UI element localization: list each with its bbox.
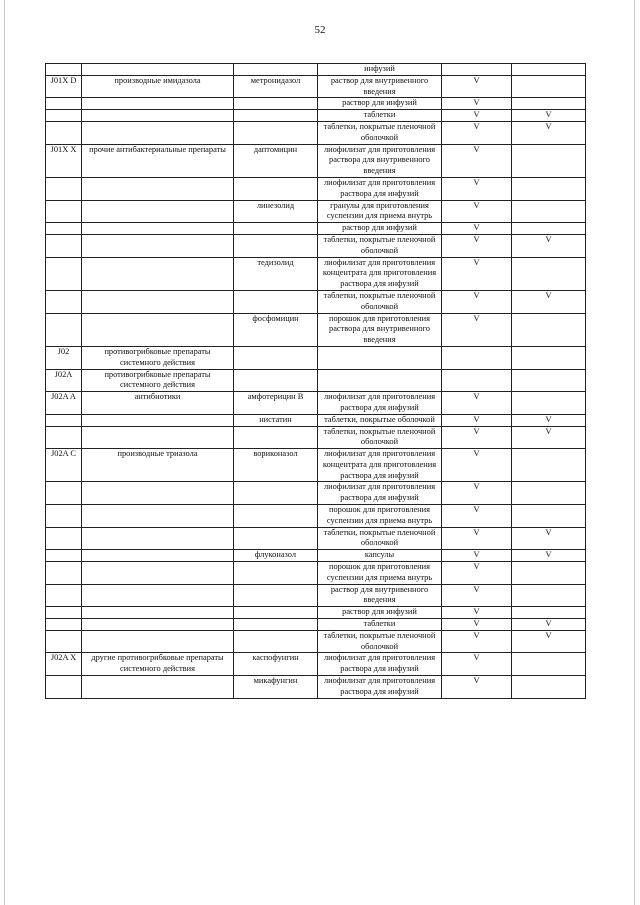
dosage-form-cell: таблетки, покрытые пленочной оболочкой: [318, 234, 442, 257]
mark-column-1-cell: V: [442, 313, 512, 346]
drug-name-cell: [234, 177, 318, 200]
drug-name-cell: метронидазол: [234, 75, 318, 98]
dosage-form-cell: лиофилизат для приготовления раствора для внутривенного введения: [318, 144, 442, 177]
pharmacological-group-cell: [82, 200, 234, 223]
dosage-form-cell: раствор для инфузий: [318, 98, 442, 110]
dosage-form-cell: порошок для приготовления суспензии для приема внутрь: [318, 505, 442, 528]
table-row: [46, 177, 586, 200]
atc-code-cell: [46, 607, 82, 619]
mark-column-1-cell: V: [442, 527, 512, 550]
table-row: [46, 346, 586, 369]
dosage-form-cell: раствор для инфузий: [318, 223, 442, 235]
atc-code-cell: J02A: [46, 369, 82, 392]
atc-code-cell: [46, 482, 82, 505]
dosage-form-cell: капсулы: [318, 550, 442, 562]
drug-name-cell: флуконазол: [234, 550, 318, 562]
table-row: [46, 584, 586, 607]
atc-code-cell: [46, 177, 82, 200]
mark-column-2-cell: [512, 562, 586, 585]
mark-column-2-cell: [512, 64, 586, 76]
pharmacological-group-cell: [82, 121, 234, 144]
drug-name-cell: фосфомицин: [234, 313, 318, 346]
drug-name-cell: [234, 121, 318, 144]
mark-column-1-cell: V: [442, 177, 512, 200]
dosage-form-cell: порошок для приготовления раствора для внутривенного введения: [318, 313, 442, 346]
drug-name-cell: [234, 630, 318, 653]
mark-column-1-cell: [442, 346, 512, 369]
table-row: [46, 369, 586, 392]
mark-column-1-cell: V: [442, 200, 512, 223]
atc-code-cell: [46, 527, 82, 550]
drug-name-cell: [234, 527, 318, 550]
table-row: [46, 144, 586, 177]
mark-column-2-cell: [512, 607, 586, 619]
mark-column-1-cell: V: [442, 257, 512, 290]
dosage-form-cell: таблетки: [318, 110, 442, 122]
mark-column-2-cell: V: [512, 619, 586, 631]
atc-code-cell: J02A A: [46, 392, 82, 415]
pharmacological-group-cell: [82, 619, 234, 631]
table-row: [46, 223, 586, 235]
dosage-form-cell: раствор для внутривенного введения: [318, 584, 442, 607]
atc-code-cell: [46, 414, 82, 426]
table-row: [46, 64, 586, 76]
mark-column-2-cell: V: [512, 414, 586, 426]
drug-list-table: [45, 63, 586, 699]
dosage-form-cell: таблетки, покрытые оболочкой: [318, 414, 442, 426]
mark-column-1-cell: V: [442, 110, 512, 122]
drug-name-cell: амфотерицин В: [234, 392, 318, 415]
scan-edge-right: [634, 0, 635, 905]
drug-name-cell: [234, 426, 318, 449]
table-row: [46, 110, 586, 122]
pharmacological-group-cell: [82, 223, 234, 235]
mark-column-1-cell: V: [442, 392, 512, 415]
atc-code-cell: J01X D: [46, 75, 82, 98]
drug-name-cell: [234, 346, 318, 369]
mark-column-2-cell: [512, 369, 586, 392]
table-row: [46, 630, 586, 653]
dosage-form-cell: гранулы для приготовления суспензии для приема внутрь: [318, 200, 442, 223]
drug-name-cell: [234, 607, 318, 619]
atc-code-cell: [46, 64, 82, 76]
dosage-form-cell: лиофилизат для приготовления концентрата для приготовления раствора для инфузий: [318, 257, 442, 290]
mark-column-2-cell: [512, 392, 586, 415]
table-row: [46, 619, 586, 631]
atc-code-cell: [46, 121, 82, 144]
mark-column-2-cell: [512, 98, 586, 110]
table-row: [46, 550, 586, 562]
mark-column-1-cell: V: [442, 482, 512, 505]
table-row: [46, 414, 586, 426]
atc-code-cell: [46, 200, 82, 223]
table-row: [46, 392, 586, 415]
drug-name-cell: [234, 505, 318, 528]
dosage-form-cell: таблетки, покрытые пленочной оболочкой: [318, 527, 442, 550]
mark-column-1-cell: V: [442, 630, 512, 653]
dosage-form-cell: лиофилизат для приготовления раствора для инфузий: [318, 676, 442, 699]
atc-code-cell: [46, 562, 82, 585]
pharmacological-group-cell: [82, 64, 234, 76]
mark-column-2-cell: [512, 346, 586, 369]
drug-name-cell: [234, 98, 318, 110]
drug-name-cell: микафунгин: [234, 676, 318, 699]
table-row: [46, 75, 586, 98]
atc-code-cell: [46, 505, 82, 528]
dosage-form-cell: таблетки, покрытые пленочной оболочкой: [318, 630, 442, 653]
pharmacological-group-cell: [82, 257, 234, 290]
table-row: [46, 676, 586, 699]
mark-column-2-cell: V: [512, 234, 586, 257]
atc-code-cell: [46, 630, 82, 653]
atc-code-cell: [46, 98, 82, 110]
drug-name-cell: [234, 562, 318, 585]
drug-name-cell: [234, 110, 318, 122]
dosage-form-cell: [318, 369, 442, 392]
drug-name-cell: вориконазол: [234, 449, 318, 482]
dosage-form-cell: раствор для внутривенного введения: [318, 75, 442, 98]
atc-code-cell: [46, 426, 82, 449]
table-row: [46, 98, 586, 110]
mark-column-2-cell: V: [512, 426, 586, 449]
pharmacological-group-cell: [82, 426, 234, 449]
mark-column-1-cell: V: [442, 144, 512, 177]
mark-column-1-cell: V: [442, 676, 512, 699]
atc-code-cell: [46, 584, 82, 607]
atc-code-cell: [46, 619, 82, 631]
mark-column-1-cell: V: [442, 75, 512, 98]
table-row: [46, 200, 586, 223]
mark-column-1-cell: V: [442, 550, 512, 562]
table-row: [46, 607, 586, 619]
atc-code-cell: J01X X: [46, 144, 82, 177]
mark-column-2-cell: [512, 257, 586, 290]
pharmacological-group-cell: [82, 414, 234, 426]
mark-column-2-cell: [512, 482, 586, 505]
drug-name-cell: даптомицин: [234, 144, 318, 177]
mark-column-1-cell: V: [442, 98, 512, 110]
atc-code-cell: [46, 676, 82, 699]
mark-column-1-cell: V: [442, 653, 512, 676]
dosage-form-cell: таблетки: [318, 619, 442, 631]
page-number: 52: [314, 24, 326, 36]
mark-column-2-cell: V: [512, 630, 586, 653]
drug-name-cell: каспофунгин: [234, 653, 318, 676]
drug-name-cell: [234, 223, 318, 235]
pharmacological-group-cell: [82, 550, 234, 562]
mark-column-1-cell: V: [442, 223, 512, 235]
mark-column-1-cell: [442, 369, 512, 392]
atc-code-cell: [46, 550, 82, 562]
atc-code-cell: [46, 313, 82, 346]
mark-column-2-cell: V: [512, 527, 586, 550]
pharmacological-group-cell: производные имидазола: [82, 75, 234, 98]
table-row: [46, 257, 586, 290]
dosage-form-cell: таблетки, покрытые пленочной оболочкой: [318, 121, 442, 144]
pharmacological-group-cell: антибиотики: [82, 392, 234, 415]
pharmacological-group-cell: [82, 527, 234, 550]
atc-code-cell: [46, 110, 82, 122]
dosage-form-cell: лиофилизат для приготовления раствора для инфузий: [318, 482, 442, 505]
mark-column-2-cell: [512, 313, 586, 346]
drug-name-cell: нистатин: [234, 414, 318, 426]
pharmacological-group-cell: [82, 482, 234, 505]
table-row: [46, 313, 586, 346]
table-row: [46, 290, 586, 313]
mark-column-2-cell: [512, 676, 586, 699]
dosage-form-cell: лиофилизат для приготовления раствора для инфузий: [318, 177, 442, 200]
pharmacological-group-cell: [82, 676, 234, 699]
drug-name-cell: тедизолид: [234, 257, 318, 290]
table-row: [46, 505, 586, 528]
pharmacological-group-cell: производные триазола: [82, 449, 234, 482]
pharmacological-group-cell: другие противогрибковые препараты системного действия: [82, 653, 234, 676]
table-row: [46, 482, 586, 505]
dosage-form-cell: лиофилизат для приготовления концентрата для приготовления раствора для инфузий: [318, 449, 442, 482]
table-row: [46, 527, 586, 550]
mark-column-2-cell: [512, 449, 586, 482]
mark-column-2-cell: [512, 200, 586, 223]
drug-name-cell: [234, 64, 318, 76]
drug-name-cell: [234, 369, 318, 392]
drug-name-cell: [234, 290, 318, 313]
mark-column-1-cell: [442, 64, 512, 76]
mark-column-1-cell: V: [442, 607, 512, 619]
table-row: [46, 121, 586, 144]
pharmacological-group-cell: [82, 110, 234, 122]
atc-code-cell: J02A X: [46, 653, 82, 676]
table-row: [46, 426, 586, 449]
pharmacological-group-cell: [82, 290, 234, 313]
table-row: [46, 234, 586, 257]
pharmacological-group-cell: [82, 562, 234, 585]
scan-edge-left: [4, 0, 5, 905]
pharmacological-group-cell: [82, 607, 234, 619]
drug-name-cell: [234, 482, 318, 505]
mark-column-1-cell: V: [442, 290, 512, 313]
atc-code-cell: [46, 257, 82, 290]
mark-column-1-cell: V: [442, 505, 512, 528]
mark-column-1-cell: V: [442, 121, 512, 144]
pharmacological-group-cell: [82, 177, 234, 200]
dosage-form-cell: порошок для приготовления суспензии для приема внутрь: [318, 562, 442, 585]
table-row: [46, 449, 586, 482]
pharmacological-group-cell: [82, 584, 234, 607]
drug-name-cell: [234, 619, 318, 631]
atc-code-cell: J02A C: [46, 449, 82, 482]
atc-code-cell: [46, 290, 82, 313]
mark-column-2-cell: [512, 653, 586, 676]
drug-name-cell: линезолид: [234, 200, 318, 223]
dosage-form-cell: таблетки, покрытые пленочной оболочкой: [318, 426, 442, 449]
table-row: [46, 562, 586, 585]
mark-column-2-cell: V: [512, 290, 586, 313]
mark-column-2-cell: V: [512, 121, 586, 144]
mark-column-1-cell: V: [442, 562, 512, 585]
drug-name-cell: [234, 234, 318, 257]
table-row: [46, 653, 586, 676]
atc-code-cell: [46, 223, 82, 235]
dosage-form-cell: инфузий: [318, 64, 442, 76]
mark-column-1-cell: V: [442, 619, 512, 631]
pharmacological-group-cell: [82, 313, 234, 346]
pharmacological-group-cell: [82, 98, 234, 110]
table-body: [46, 64, 586, 699]
pharmacological-group-cell: противогрибковые препараты системного действия: [82, 346, 234, 369]
pharmacological-group-cell: [82, 630, 234, 653]
mark-column-1-cell: V: [442, 426, 512, 449]
drug-name-cell: [234, 584, 318, 607]
mark-column-2-cell: [512, 177, 586, 200]
mark-column-2-cell: [512, 223, 586, 235]
dosage-form-cell: таблетки, покрытые пленочной оболочкой: [318, 290, 442, 313]
mark-column-2-cell: [512, 505, 586, 528]
dosage-form-cell: лиофилизат для приготовления раствора для инфузий: [318, 653, 442, 676]
pharmacological-group-cell: противогрибковые препараты системного действия: [82, 369, 234, 392]
pharmacological-group-cell: прочие антибактериальные препараты: [82, 144, 234, 177]
mark-column-2-cell: [512, 75, 586, 98]
mark-column-1-cell: V: [442, 449, 512, 482]
dosage-form-cell: лиофилизат для приготовления раствора для инфузий: [318, 392, 442, 415]
dosage-form-cell: раствор для инфузий: [318, 607, 442, 619]
mark-column-1-cell: V: [442, 414, 512, 426]
mark-column-2-cell: [512, 584, 586, 607]
pharmacological-group-cell: [82, 234, 234, 257]
mark-column-2-cell: V: [512, 550, 586, 562]
mark-column-2-cell: [512, 144, 586, 177]
mark-column-2-cell: V: [512, 110, 586, 122]
dosage-form-cell: [318, 346, 442, 369]
atc-code-cell: [46, 234, 82, 257]
atc-code-cell: J02: [46, 346, 82, 369]
mark-column-1-cell: V: [442, 234, 512, 257]
mark-column-1-cell: V: [442, 584, 512, 607]
pharmacological-group-cell: [82, 505, 234, 528]
